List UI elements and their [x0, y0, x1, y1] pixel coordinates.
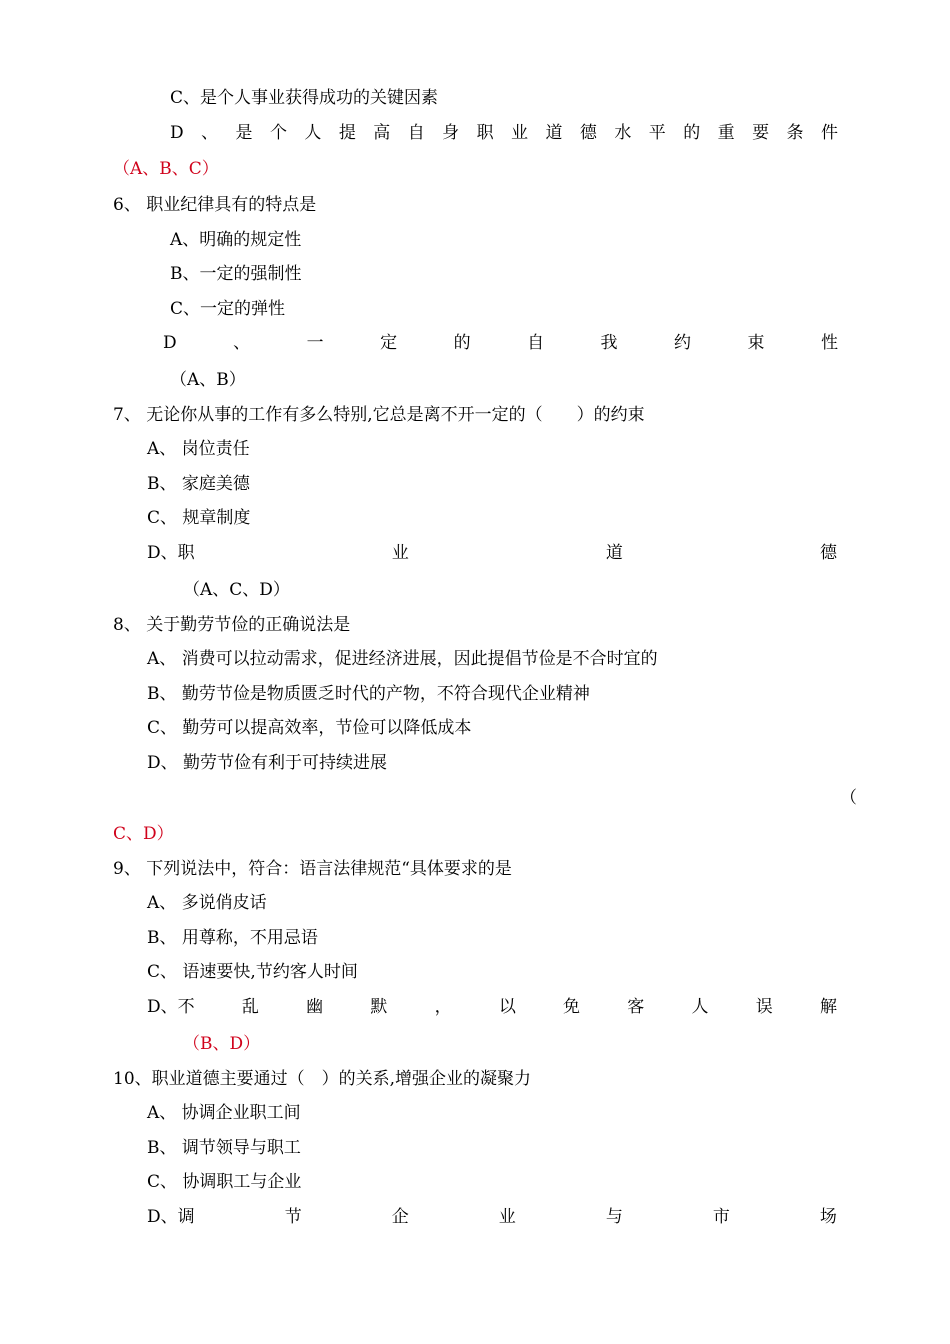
q9-option-d: [147, 995, 837, 1019]
q7-option-d-char: 道: [605, 543, 623, 563]
q5-option-d-char: 道: [545, 123, 563, 143]
q6-answer: （A、B）: [170, 370, 246, 390]
q10-option-d-char: 与: [605, 1207, 623, 1227]
q5-option-d-char: 、: [201, 123, 219, 143]
q7-option-d-char: D、职: [147, 543, 195, 563]
q9-option-d-char: 人: [691, 997, 709, 1017]
q6-stem: 6、 职业纪律具有的特点是: [113, 195, 317, 215]
q7-option-d: [147, 541, 837, 565]
q9-option-b: B、 用尊称，不用忌语: [147, 928, 318, 948]
q5-option-d-char: D: [170, 123, 184, 143]
q5-option-d-char: 的: [683, 123, 701, 143]
q9-option-d-char: 默: [370, 997, 388, 1017]
q6-option-d-char: 性: [821, 333, 838, 353]
q9-option-d-char: 解: [819, 997, 837, 1017]
q5-option-d-char: 水: [614, 123, 632, 143]
q9-option-a: A、 多说俏皮话: [147, 893, 267, 913]
q6-option-d-char: 一: [306, 333, 324, 353]
q5-option-d-char: 高: [373, 123, 391, 143]
q9-option-d-char: ，: [434, 997, 452, 1017]
q10-option-d-char: D、调: [147, 1207, 195, 1227]
q6-option-a: A、明确的规定性: [170, 230, 302, 250]
q9-answer: [183, 1032, 260, 1056]
q9-answer-text: （B、D）: [183, 1034, 261, 1054]
q9-option-d-char: 误: [755, 997, 773, 1017]
q7-option-a: A、 岗位责任: [147, 439, 250, 459]
q5-option-d-char: 业: [511, 123, 529, 143]
q10-option-b: B、 调节领导与职工: [147, 1138, 301, 1158]
q8-stem: 8、 关于勤劳节俭的正确说法是: [113, 615, 351, 635]
q10-option-d-char: 场: [819, 1207, 837, 1227]
q9-option-d-char: 幽: [306, 997, 324, 1017]
q8-option-d: D、 勤劳节俭有利于可持续进展: [147, 753, 388, 773]
q6-option-d-char: 自: [527, 333, 545, 353]
q5-option-d-char: 身: [442, 123, 460, 143]
q9-option-d-char: 以: [498, 997, 516, 1017]
q5-option-d: [170, 121, 838, 145]
q10-option-d-char: 节: [284, 1207, 302, 1227]
q6-option-d-char: 我: [600, 333, 618, 353]
q5-option-d-char: 平: [648, 123, 666, 143]
q7-option-c: C、 规章制度: [147, 508, 251, 528]
q5-option-d-char: 重: [717, 123, 735, 143]
q5-option-d-char: 条: [786, 123, 804, 143]
q6-option-d-char: 的: [453, 333, 471, 353]
q5-option-d-char: 要: [752, 123, 770, 143]
q7-option-d-char: 业: [391, 543, 409, 563]
q8-answer: C、D）: [113, 824, 174, 844]
q5-option-d-char: 是: [235, 123, 253, 143]
q9-option-d-char: 免: [563, 997, 581, 1017]
q6-option-d-char: 、: [233, 333, 251, 353]
q10-option-c: C、 协调职工与企业: [147, 1172, 302, 1192]
q8-option-c: C、 勤劳可以提高效率，节俭可以降低成本: [147, 718, 472, 738]
q6-option-c: C、一定的弹性: [170, 299, 286, 319]
q10-option-d-char: 市: [712, 1207, 730, 1227]
q10-option-d: [147, 1205, 837, 1229]
q8-answer-open-paren: （: [840, 788, 857, 808]
q10-option-d-char: 企: [391, 1207, 409, 1227]
q8-option-a: A、 消费可以拉动需求，促进经济进展，因此提倡节俭是不合时宜的: [147, 649, 658, 669]
q10-option-a: A、 协调企业职工间: [147, 1103, 301, 1123]
q5-option-d-char: 提: [338, 123, 356, 143]
q5-option-d-char: 人: [304, 123, 322, 143]
q7-stem: 7、 无论你从事的工作有多么特别,它总是离不开一定的（ ）的约束: [113, 405, 645, 425]
q9-option-d-char: 客: [627, 997, 645, 1017]
q5-option-d-char: 件: [820, 123, 838, 143]
q6-option-d-char: 约: [674, 333, 692, 353]
q5-answer: （A、B、C）: [113, 159, 219, 179]
q10-stem: 10、职业道德主要通过（ ）的关系,增强企业的凝聚力: [113, 1069, 532, 1089]
q6-option-d: [163, 331, 838, 355]
q6-option-b: B、一定的强制性: [170, 264, 302, 284]
q8-option-b: B、 勤劳节俭是物质匮乏时代的产物，不符合现代企业精神: [147, 684, 590, 704]
q7-answer: （A、C、D）: [183, 580, 290, 600]
q6-option-d-char: 定: [380, 333, 398, 353]
q5-option-d-char: 自: [407, 123, 425, 143]
q9-option-c: C、 语速要快,节约客人时间: [147, 962, 358, 982]
q5-option-c: C、是个人事业获得成功的关键因素: [170, 88, 439, 108]
q9-option-d-char: D、不: [147, 997, 195, 1017]
q6-option-d-char: 束: [747, 333, 765, 353]
q7-option-d-char: 德: [819, 543, 837, 563]
q5-option-d-char: 职: [476, 123, 494, 143]
q9-stem: 9、 下列说法中，符合：语言法律规范“具体要求的是: [113, 859, 512, 879]
q5-option-d-char: 德: [579, 123, 597, 143]
q10-option-d-char: 业: [498, 1207, 516, 1227]
q5-option-d-char: 个: [269, 123, 287, 143]
q9-option-d-char: 乱: [241, 997, 259, 1017]
q7-option-b: B、 家庭美德: [147, 474, 250, 494]
q6-option-d-char: D: [163, 333, 177, 353]
